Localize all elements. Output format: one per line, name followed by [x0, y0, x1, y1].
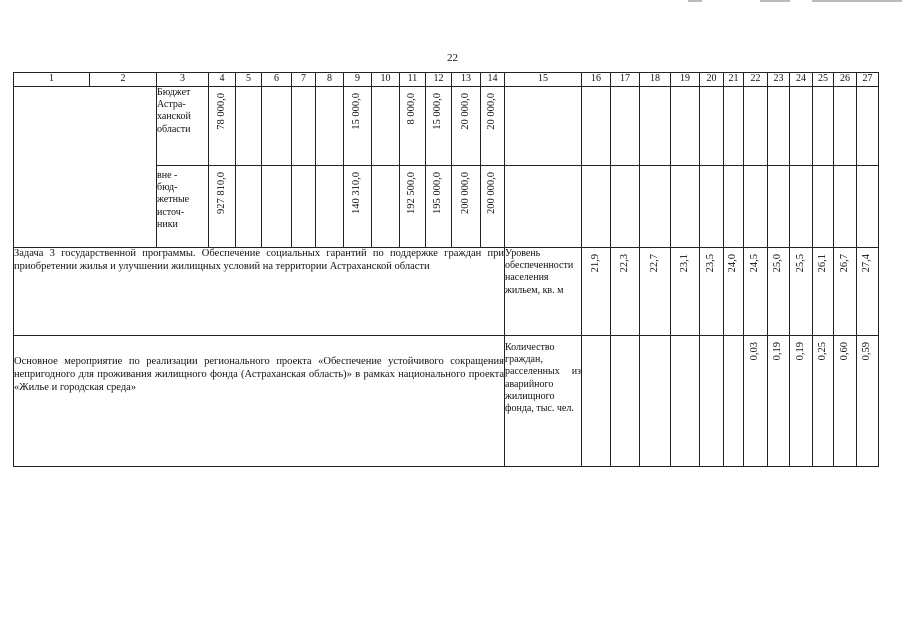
scan-artifact [760, 0, 790, 2]
indicator-value: 22,7 [648, 254, 660, 273]
task-row [14, 248, 879, 336]
indicator-value-cell [834, 336, 857, 467]
amount-cell [209, 87, 236, 166]
indicator-value-cell [857, 248, 879, 336]
funding-source-cell [157, 87, 209, 166]
amount-value: 20 000,0 [459, 93, 471, 130]
empty-merged-cell [14, 87, 157, 248]
measure-title: Основное мероприятие по реализации регионального проекта «Обеспечение устойчивого сокращения непригодного для проживания жилищного фонда (Астраханская область)» в рамках национального проекта «Жилье и городская среда» [14, 336, 505, 467]
measure-row [14, 336, 879, 467]
funding-source-line: бюд- [157, 182, 178, 194]
funding-source-line: жетные [157, 194, 190, 206]
column-number: 8 [316, 73, 344, 87]
indicator-value: 27,4 [861, 254, 873, 273]
indicator-name: Количество граждан, расселенных из аварийного жилищного фонда, тыс. чел. [505, 336, 582, 467]
column-number: 4 [209, 73, 236, 87]
amount-cell [481, 166, 505, 248]
indicator-value: 24,0 [727, 254, 739, 273]
indicator-value: 24,5 [749, 254, 761, 273]
indicator-value-cell [724, 336, 744, 467]
indicator-value: 22,3 [618, 254, 630, 273]
indicator-value-cell [582, 336, 611, 467]
column-number: 9 [344, 73, 372, 87]
column-number: 20 [700, 73, 724, 87]
indicator-value-cell [790, 248, 813, 336]
amount-cell [209, 166, 236, 248]
indicator-value-cell [640, 248, 671, 336]
indicator-value-cell [724, 248, 744, 336]
amount-value: 8 000,0 [406, 93, 418, 125]
indicator-value: 26,1 [816, 254, 828, 273]
amount-cell [400, 87, 426, 166]
column-number: 16 [582, 73, 611, 87]
column-number: 7 [292, 73, 316, 87]
amount-cell [452, 166, 481, 248]
column-number: 14 [481, 73, 505, 87]
column-number: 21 [724, 73, 744, 87]
amount-cell [344, 166, 372, 248]
amount-value: 15 000,0 [432, 93, 444, 130]
page-number: 22 [447, 52, 458, 64]
header-row [14, 73, 879, 87]
indicator-value: 0,60 [838, 342, 850, 361]
funding-source-line: источ- [157, 206, 185, 218]
funding-source-line: вне - [157, 170, 178, 181]
indicator-value-cell [744, 336, 768, 467]
indicator-value: 0,19 [772, 342, 784, 361]
column-number: 27 [857, 73, 879, 87]
indicator-value-cell [857, 336, 879, 467]
amount-value: 195 000,0 [432, 172, 444, 214]
indicator-value: 21,9 [589, 254, 601, 273]
indicator-value-cell [813, 336, 834, 467]
column-number: 19 [671, 73, 700, 87]
amount-value: 15 000,0 [351, 93, 363, 130]
column-number: 18 [640, 73, 671, 87]
indicator-value-cell [671, 248, 700, 336]
task-title: Задача 3 государственной программы. Обеспечение социальных гарантий по поддержке граждан при приобретении жилья и улучшении жилищных условий на территории Астраханской области [14, 248, 505, 336]
column-number: 10 [372, 73, 400, 87]
indicator-value-cell [671, 336, 700, 467]
program-table [13, 72, 879, 467]
amount-value: 140 310,0 [351, 172, 363, 214]
column-number: 23 [768, 73, 790, 87]
funding-source-line: ханской [157, 111, 191, 123]
funding-source-line: области [157, 123, 191, 135]
indicator-value-cell [744, 248, 768, 336]
scan-artifact [688, 0, 702, 2]
indicator-value-cell [768, 248, 790, 336]
indicator-value: 26,7 [838, 254, 850, 273]
indicator-value: 0,59 [861, 342, 873, 361]
funding-source-line: ники [157, 218, 178, 230]
column-number: 6 [262, 73, 292, 87]
column-number: 2 [90, 73, 157, 87]
column-number: 15 [505, 73, 582, 87]
amount-cell [426, 166, 452, 248]
indicator-value: 0,19 [794, 342, 806, 361]
indicator-value-cell [834, 248, 857, 336]
indicator-value: 0,03 [749, 342, 761, 361]
indicator-value-cell [813, 248, 834, 336]
column-number: 17 [611, 73, 640, 87]
scan-artifact [812, 0, 902, 2]
column-number: 5 [236, 73, 262, 87]
funding-source-line: Бюджет [157, 87, 191, 98]
indicator-value-cell [611, 336, 640, 467]
amount-value: 200 000,0 [459, 172, 471, 214]
indicator-value-cell [700, 336, 724, 467]
indicator-value: 25,0 [772, 254, 784, 273]
indicator-value: 23,5 [705, 254, 717, 273]
indicator-value-cell [700, 248, 724, 336]
amount-cell [344, 87, 372, 166]
column-number: 12 [426, 73, 452, 87]
indicator-value-cell [790, 336, 813, 467]
amount-cell [426, 87, 452, 166]
amount-cell [481, 87, 505, 166]
amount-value: 192 500,0 [406, 172, 418, 214]
column-number: 26 [834, 73, 857, 87]
amount-value: 20 000,0 [486, 93, 498, 130]
indicator-value-cell [768, 336, 790, 467]
indicator-value: 23,1 [678, 254, 690, 273]
amount-cell [400, 166, 426, 248]
indicator-value-cell [640, 336, 671, 467]
funding-row-regional-budget [14, 87, 879, 166]
indicator-value-cell [611, 248, 640, 336]
column-number: 25 [813, 73, 834, 87]
column-number: 3 [157, 73, 209, 87]
amount-value: 927 810,0 [215, 172, 227, 214]
indicator-name: Уровень обеспеченности населения жильем, кв. м [505, 248, 582, 336]
column-number: 13 [452, 73, 481, 87]
funding-source-line: Астра- [157, 99, 186, 111]
column-number: 1 [14, 73, 90, 87]
indicator-value-cell [582, 248, 611, 336]
indicator-value: 25,5 [794, 254, 806, 273]
amount-value: 200 000,0 [486, 172, 498, 214]
indicator-value: 0,25 [816, 342, 828, 361]
amount-value: 78 000,0 [215, 93, 227, 130]
funding-source-cell [157, 166, 209, 248]
amount-cell [452, 87, 481, 166]
column-number: 22 [744, 73, 768, 87]
column-number: 24 [790, 73, 813, 87]
column-number: 11 [400, 73, 426, 87]
